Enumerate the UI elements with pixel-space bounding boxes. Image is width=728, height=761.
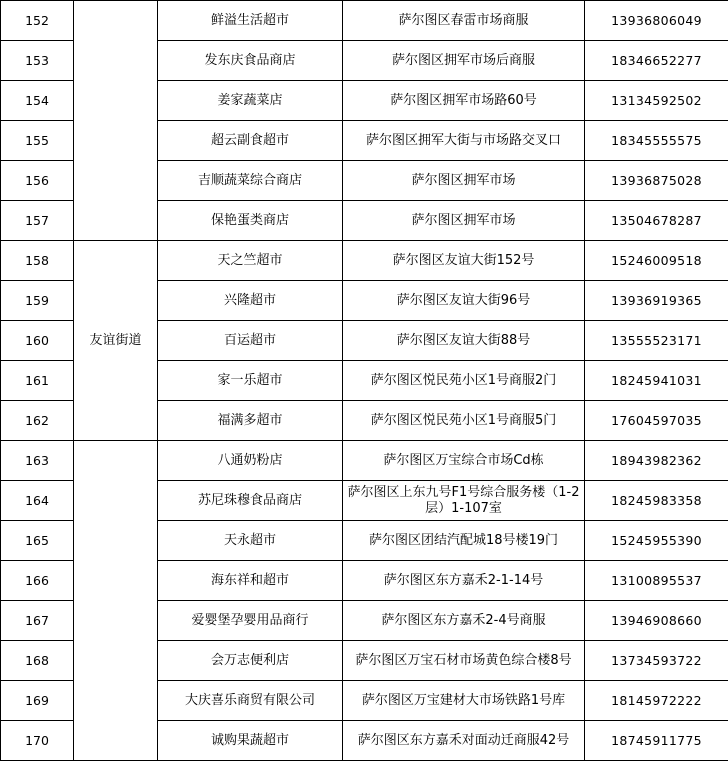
- store-phone: 18245941031: [585, 361, 728, 401]
- store-address: 萨尔图区拥军大街与市场路交叉口: [343, 121, 585, 161]
- store-name: 超云副食超市: [158, 121, 343, 161]
- group-cell: [74, 1, 158, 241]
- store-address: 萨尔图区友谊大街152号: [343, 241, 585, 281]
- store-phone: 13936875028: [585, 161, 728, 201]
- table-row: [1, 1, 728, 41]
- store-address: 萨尔图区拥军市场: [343, 161, 585, 201]
- row-number: 162: [1, 401, 74, 441]
- row-number: 154: [1, 81, 74, 121]
- store-name: 保艳蛋类商店: [158, 201, 343, 241]
- store-phone: 18745911775: [585, 721, 728, 761]
- store-phone: 13946908660: [585, 601, 728, 641]
- row-number: 152: [1, 1, 74, 41]
- store-phone: 13504678287: [585, 201, 728, 241]
- row-number: 169: [1, 681, 74, 721]
- store-address: 萨尔图区东方嘉禾对面动迁商服42号: [343, 721, 585, 761]
- store-address: 萨尔图区悦民苑小区1号商服2门: [343, 361, 585, 401]
- store-address: 萨尔图区万宝建材大市场铁路1号库: [343, 681, 585, 721]
- store-address: 萨尔图区万宝石材市场黄色综合楼8号: [343, 641, 585, 681]
- store-phone: 18345555575: [585, 121, 728, 161]
- store-address: 萨尔图区上东九号F1号综合服务楼（1-2层）1-107室: [343, 481, 585, 521]
- store-phone: 13734593722: [585, 641, 728, 681]
- store-phone: 18245983358: [585, 481, 728, 521]
- row-number: 161: [1, 361, 74, 401]
- store-phone: 18943982362: [585, 441, 728, 481]
- store-phone: 17604597035: [585, 401, 728, 441]
- group-cell: [74, 441, 158, 761]
- store-name: 大庆喜乐商贸有限公司: [158, 681, 343, 721]
- store-address: 萨尔图区东方嘉禾2-4号商服: [343, 601, 585, 641]
- store-name: 鲜溢生活超市: [158, 1, 343, 41]
- table-row: [1, 441, 728, 481]
- row-number: 163: [1, 441, 74, 481]
- store-name: 福满多超市: [158, 401, 343, 441]
- store-name: 家一乐超市: [158, 361, 343, 401]
- store-address: 萨尔图区拥军市场: [343, 201, 585, 241]
- store-name: 百运超市: [158, 321, 343, 361]
- store-address: 萨尔图区友谊大街88号: [343, 321, 585, 361]
- store-name: 天之竺超市: [158, 241, 343, 281]
- row-number: 156: [1, 161, 74, 201]
- group-cell: 友谊街道: [74, 241, 158, 441]
- table-row: [1, 241, 728, 281]
- row-number: 168: [1, 641, 74, 681]
- store-address: 萨尔图区拥军市场后商服: [343, 41, 585, 81]
- row-number: 160: [1, 321, 74, 361]
- row-number: 159: [1, 281, 74, 321]
- store-address: 萨尔图区东方嘉禾2-1-14号: [343, 561, 585, 601]
- store-address: 萨尔图区拥军市场路60号: [343, 81, 585, 121]
- store-address: 萨尔图区春雷市场商服: [343, 1, 585, 41]
- store-phone: 18145972222: [585, 681, 728, 721]
- store-address: 萨尔图区团结汽配城18号楼19门: [343, 521, 585, 561]
- row-number: 158: [1, 241, 74, 281]
- row-number: 164: [1, 481, 74, 521]
- store-name: 发东庆食品商店: [158, 41, 343, 81]
- row-number: 165: [1, 521, 74, 561]
- store-phone: 13555523171: [585, 321, 728, 361]
- store-phone: 13100895537: [585, 561, 728, 601]
- row-number: 157: [1, 201, 74, 241]
- store-phone: 15245955390: [585, 521, 728, 561]
- row-number: 153: [1, 41, 74, 81]
- store-phone: 13936919365: [585, 281, 728, 321]
- store-phone: 18346652277: [585, 41, 728, 81]
- store-name: 姜家蔬菜店: [158, 81, 343, 121]
- store-name: 爱婴堡孕婴用品商行: [158, 601, 343, 641]
- store-name: 八通奶粉店: [158, 441, 343, 481]
- store-name: 诚购果蔬超市: [158, 721, 343, 761]
- row-number: 170: [1, 721, 74, 761]
- row-number: 166: [1, 561, 74, 601]
- row-number: 167: [1, 601, 74, 641]
- store-phone: 13936806049: [585, 1, 728, 41]
- store-name: 兴隆超市: [158, 281, 343, 321]
- store-name: 苏尼珠穆食品商店: [158, 481, 343, 521]
- store-address: 萨尔图区悦民苑小区1号商服5门: [343, 401, 585, 441]
- row-number: 155: [1, 121, 74, 161]
- store-name: 海东祥和超市: [158, 561, 343, 601]
- store-name: 吉顺蔬菜综合商店: [158, 161, 343, 201]
- store-address: 萨尔图区友谊大街96号: [343, 281, 585, 321]
- store-list-body: [1, 1, 728, 761]
- store-address: 萨尔图区万宝综合市场Cd栋: [343, 441, 585, 481]
- store-phone: 15246009518: [585, 241, 728, 281]
- store-phone: 13134592502: [585, 81, 728, 121]
- store-name: 天永超市: [158, 521, 343, 561]
- store-name: 会万志便利店: [158, 641, 343, 681]
